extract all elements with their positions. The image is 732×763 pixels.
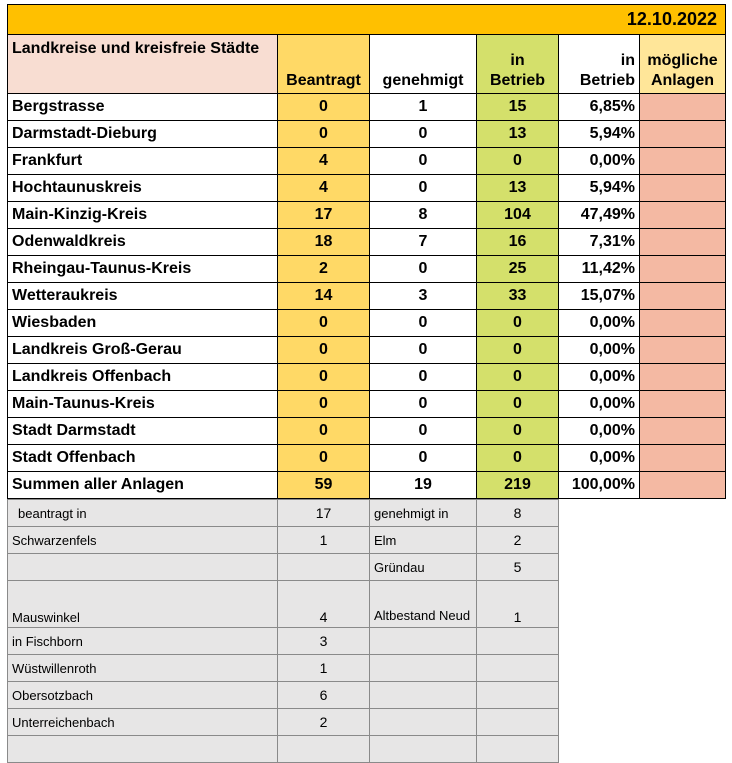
row-genehmigt: 0 bbox=[370, 337, 477, 364]
row-moegliche-anlagen bbox=[640, 418, 726, 445]
row-moegliche-anlagen bbox=[640, 175, 726, 202]
detail-approved-count bbox=[477, 655, 559, 682]
row-in-betrieb-pct: 0,00% bbox=[559, 418, 640, 445]
table-row bbox=[8, 148, 726, 175]
detail-location: beantragt in bbox=[8, 500, 278, 527]
detail-row bbox=[8, 554, 559, 581]
row-name: Stadt Offenbach bbox=[8, 445, 278, 472]
row-name: Main-Taunus-Kreis bbox=[8, 391, 278, 418]
row-genehmigt: 0 bbox=[370, 148, 477, 175]
summary-beantragt: 59 bbox=[278, 472, 370, 499]
header-row bbox=[8, 35, 726, 94]
row-name: Wetteraukreis bbox=[8, 283, 278, 310]
row-in-betrieb-pct: 11,42% bbox=[559, 256, 640, 283]
detail-location-count: 6 bbox=[278, 682, 370, 709]
detail-approved-location bbox=[370, 682, 477, 709]
row-in-betrieb: 15 bbox=[477, 94, 559, 121]
row-beantragt: 2 bbox=[278, 256, 370, 283]
row-in-betrieb-pct: 7,31% bbox=[559, 229, 640, 256]
row-beantragt: 0 bbox=[278, 121, 370, 148]
table-row bbox=[8, 418, 726, 445]
spreadsheet bbox=[7, 4, 726, 763]
detail-location bbox=[8, 736, 278, 763]
row-in-betrieb-pct: 0,00% bbox=[559, 391, 640, 418]
row-beantragt: 17 bbox=[278, 202, 370, 229]
row-in-betrieb-pct: 0,00% bbox=[559, 337, 640, 364]
header-moegliche-anlagen: mögliche Anlagen bbox=[640, 35, 726, 94]
detail-location: Wüstwillenroth bbox=[8, 655, 278, 682]
row-in-betrieb-pct: 5,94% bbox=[559, 121, 640, 148]
row-name: Wiesbaden bbox=[8, 310, 278, 337]
row-genehmigt: 8 bbox=[370, 202, 477, 229]
row-in-betrieb-pct: 6,85% bbox=[559, 94, 640, 121]
row-genehmigt: 1 bbox=[370, 94, 477, 121]
report-date: 12.10.2022 bbox=[8, 5, 726, 35]
detail-location-count: 2 bbox=[278, 709, 370, 736]
detail-row bbox=[8, 527, 559, 554]
summary-moegliche-anlagen bbox=[640, 472, 726, 499]
row-moegliche-anlagen bbox=[640, 364, 726, 391]
detail-location-count: 4 bbox=[278, 581, 370, 628]
detail-approved-count: 8 bbox=[477, 500, 559, 527]
detail-approved-location: Gründau bbox=[370, 554, 477, 581]
detail-approved-location: Altbestand Neud bbox=[370, 581, 477, 628]
summary-genehmigt: 19 bbox=[370, 472, 477, 499]
row-beantragt: 0 bbox=[278, 94, 370, 121]
row-in-betrieb-pct: 5,94% bbox=[559, 175, 640, 202]
table-row bbox=[8, 256, 726, 283]
row-moegliche-anlagen bbox=[640, 310, 726, 337]
row-moegliche-anlagen bbox=[640, 229, 726, 256]
row-in-betrieb: 0 bbox=[477, 391, 559, 418]
detail-location-count: 3 bbox=[278, 628, 370, 655]
row-in-betrieb: 0 bbox=[477, 148, 559, 175]
header-name: Landkreise und kreisfreie Städte bbox=[8, 35, 278, 94]
row-in-betrieb: 33 bbox=[477, 283, 559, 310]
row-genehmigt: 0 bbox=[370, 310, 477, 337]
detail-location-count: 1 bbox=[278, 527, 370, 554]
row-in-betrieb: 0 bbox=[477, 418, 559, 445]
row-name: Odenwaldkreis bbox=[8, 229, 278, 256]
detail-row bbox=[8, 628, 559, 655]
row-beantragt: 0 bbox=[278, 364, 370, 391]
row-name: Hochtaunuskreis bbox=[8, 175, 278, 202]
detail-table bbox=[7, 499, 559, 763]
detail-row bbox=[8, 709, 559, 736]
table-row bbox=[8, 229, 726, 256]
table-row bbox=[8, 202, 726, 229]
detail-location-count bbox=[278, 736, 370, 763]
detail-row bbox=[8, 736, 559, 763]
header-beantragt: Beantragt bbox=[278, 35, 370, 94]
row-beantragt: 4 bbox=[278, 148, 370, 175]
detail-location-count: 17 bbox=[278, 500, 370, 527]
table-row bbox=[8, 364, 726, 391]
row-in-betrieb: 0 bbox=[477, 310, 559, 337]
row-in-betrieb: 0 bbox=[477, 337, 559, 364]
row-beantragt: 0 bbox=[278, 418, 370, 445]
detail-approved-location bbox=[370, 709, 477, 736]
row-in-betrieb-pct: 0,00% bbox=[559, 310, 640, 337]
header-in-betrieb: in Betrieb bbox=[477, 35, 559, 94]
row-in-betrieb-pct: 0,00% bbox=[559, 445, 640, 472]
table-row bbox=[8, 283, 726, 310]
detail-approved-count bbox=[477, 682, 559, 709]
table-row bbox=[8, 310, 726, 337]
detail-location-count bbox=[278, 554, 370, 581]
row-genehmigt: 7 bbox=[370, 229, 477, 256]
row-genehmigt: 3 bbox=[370, 283, 477, 310]
detail-location-count: 1 bbox=[278, 655, 370, 682]
detail-location: Unterreichenbach bbox=[8, 709, 278, 736]
row-beantragt: 0 bbox=[278, 391, 370, 418]
row-beantragt: 0 bbox=[278, 337, 370, 364]
row-name: Frankfurt bbox=[8, 148, 278, 175]
detail-approved-count bbox=[477, 709, 559, 736]
detail-approved-count: 2 bbox=[477, 527, 559, 554]
row-beantragt: 0 bbox=[278, 445, 370, 472]
row-moegliche-anlagen bbox=[640, 391, 726, 418]
detail-approved-count bbox=[477, 736, 559, 763]
row-genehmigt: 0 bbox=[370, 391, 477, 418]
row-moegliche-anlagen bbox=[640, 202, 726, 229]
row-name: Landkreis Groß-Gerau bbox=[8, 337, 278, 364]
row-in-betrieb: 0 bbox=[477, 364, 559, 391]
row-name: Main-Kinzig-Kreis bbox=[8, 202, 278, 229]
row-moegliche-anlagen bbox=[640, 445, 726, 472]
row-in-betrieb: 104 bbox=[477, 202, 559, 229]
detail-approved-location: Elm bbox=[370, 527, 477, 554]
row-genehmigt: 0 bbox=[370, 418, 477, 445]
detail-row bbox=[8, 682, 559, 709]
row-in-betrieb-pct: 0,00% bbox=[559, 364, 640, 391]
table-row bbox=[8, 391, 726, 418]
row-in-betrieb-pct: 15,07% bbox=[559, 283, 640, 310]
row-name: Landkreis Offenbach bbox=[8, 364, 278, 391]
summary-name: Summen aller Anlagen bbox=[8, 472, 278, 499]
row-moegliche-anlagen bbox=[640, 94, 726, 121]
table-row bbox=[8, 337, 726, 364]
row-in-betrieb-pct: 0,00% bbox=[559, 148, 640, 175]
detail-location: Schwarzenfels bbox=[8, 527, 278, 554]
detail-location: Mauswinkel bbox=[8, 581, 278, 628]
table-row bbox=[8, 121, 726, 148]
detail-approved-count bbox=[477, 628, 559, 655]
row-genehmigt: 0 bbox=[370, 121, 477, 148]
detail-approved-location: genehmigt in bbox=[370, 500, 477, 527]
row-moegliche-anlagen bbox=[640, 337, 726, 364]
table-row bbox=[8, 94, 726, 121]
table-row bbox=[8, 175, 726, 202]
row-name: Stadt Darmstadt bbox=[8, 418, 278, 445]
row-in-betrieb: 16 bbox=[477, 229, 559, 256]
row-genehmigt: 0 bbox=[370, 364, 477, 391]
row-name: Bergstrasse bbox=[8, 94, 278, 121]
detail-location: in Fischborn bbox=[8, 628, 278, 655]
row-name: Darmstadt-Dieburg bbox=[8, 121, 278, 148]
row-beantragt: 18 bbox=[278, 229, 370, 256]
detail-approved-count: 5 bbox=[477, 554, 559, 581]
row-moegliche-anlagen bbox=[640, 256, 726, 283]
detail-location bbox=[8, 554, 278, 581]
table-row bbox=[8, 445, 726, 472]
row-beantragt: 14 bbox=[278, 283, 370, 310]
row-genehmigt: 0 bbox=[370, 256, 477, 283]
detail-approved-location bbox=[370, 655, 477, 682]
row-in-betrieb: 0 bbox=[477, 445, 559, 472]
detail-approved-location bbox=[370, 736, 477, 763]
row-beantragt: 0 bbox=[278, 310, 370, 337]
row-name: Rheingau-Taunus-Kreis bbox=[8, 256, 278, 283]
overview-table bbox=[7, 4, 726, 499]
row-beantragt: 4 bbox=[278, 175, 370, 202]
summary-in-betrieb: 219 bbox=[477, 472, 559, 499]
detail-location: Obersotzbach bbox=[8, 682, 278, 709]
header-genehmigt: genehmigt bbox=[370, 35, 477, 94]
detail-row bbox=[8, 655, 559, 682]
detail-row bbox=[8, 500, 559, 527]
row-in-betrieb-pct: 47,49% bbox=[559, 202, 640, 229]
row-moegliche-anlagen bbox=[640, 283, 726, 310]
row-moegliche-anlagen bbox=[640, 148, 726, 175]
detail-approved-count: 1 bbox=[477, 581, 559, 628]
row-in-betrieb: 25 bbox=[477, 256, 559, 283]
row-in-betrieb: 13 bbox=[477, 121, 559, 148]
row-genehmigt: 0 bbox=[370, 175, 477, 202]
row-moegliche-anlagen bbox=[640, 121, 726, 148]
detail-approved-location bbox=[370, 628, 477, 655]
detail-row bbox=[8, 581, 559, 628]
header-in-betrieb-pct: in Betrieb bbox=[559, 35, 640, 94]
row-in-betrieb: 13 bbox=[477, 175, 559, 202]
summary-in-betrieb-pct: 100,00% bbox=[559, 472, 640, 499]
row-genehmigt: 0 bbox=[370, 445, 477, 472]
summary-row bbox=[8, 472, 726, 499]
